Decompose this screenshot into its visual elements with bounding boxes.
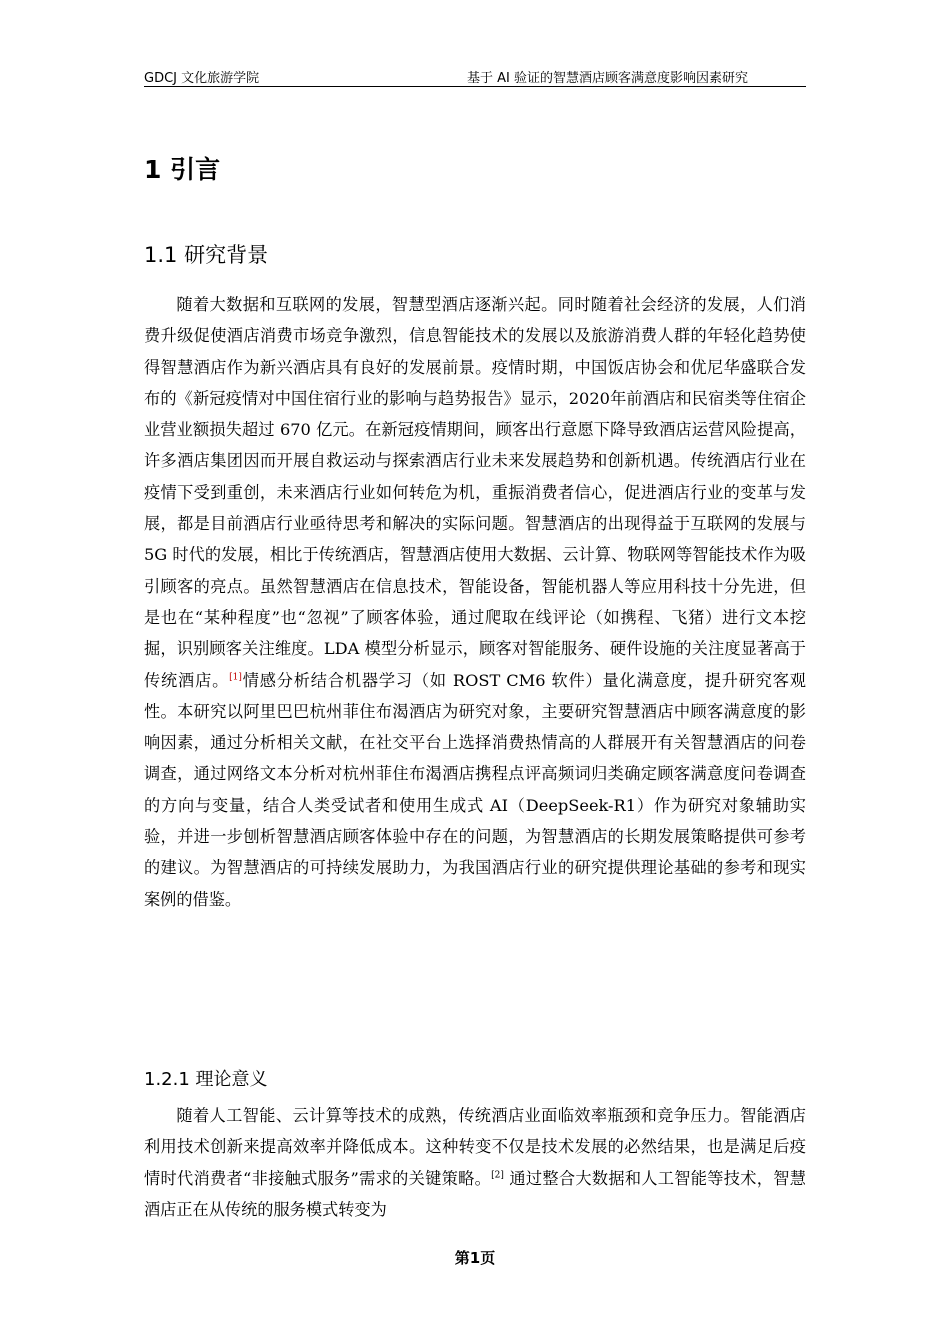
running-header	[144, 66, 806, 87]
paragraph-text: 情感分析结合机器学习（如 ROST CM6 软件）量化满意度，提升研究客观性。本研究以阿里巴巴杭州菲住布渴酒店为研究对象，主要研究智慧酒店中顾客满意度的影响因素，通过分析相关文献，在社交平台上选择消费热情高的人群展开有关智慧酒店的问卷调查，通过网络文本分析对杭州菲住布渴酒店携程点评高频词归类确定顾客满意度问卷调查的方向与变量，结合人类受试者和使用生成式 AI（DeepSeek-R1）作为研究对象辅助实验，并进一步刨析智慧酒店顾客体验中存在的问题，为智慧酒店的长期发展策略提供可参考的建议。为智慧酒店的可持续发展助力，为我国酒店行业的研究提供理论基础的参考和现实案例的借鉴。	[144, 670, 806, 909]
header-institution: GDCJ 文化旅游学院	[144, 71, 260, 86]
background-paragraph	[144, 289, 806, 915]
page-number: 第1页	[454, 1249, 496, 1267]
header-title: 基于 AI 验证的智慧酒店顾客满意度影响因素研究	[467, 71, 748, 86]
citation-1[interactable]: [1]	[229, 672, 242, 683]
chapter-heading: 1 引言	[144, 155, 221, 184]
paragraph-text: 随着人工智能、云计算等技术的成熟，传统酒店业面临效率瓶颈和竞争压力。智能酒店利用技术创新来提高效率并降低成本。这种转变不仅是技术发展的必然结果，也是满足后疫情时代消费者“非接触式服务”需求的关键策略。	[144, 1106, 806, 1188]
paragraph-text: 随着大数据和互联网的发展，智慧型酒店逐渐兴起。同时随着社会经济的发展，人们消费升级促使酒店消费市场竞争激烈，信息智能技术的发展以及旅游消费人群的年轻化趋势使得智慧酒店作为新兴酒店具有良好的发展前景。疫情时期，中国饭店协会和优尼华盛联合发布的《新冠疫情对中国住宿行业的影响与趋势报告》显示，2020年前酒店和民宿类等住宿企业营业额损失超过 670 亿元。在新冠疫情期间，顾客出行意愿下降导致酒店运营风险提高，许多酒店集团因而开展自救运动与探索酒店行业未来发展趋势和创新机遇。传统酒店行业在疫情下受到重创，未来酒店行业如何转危为机，重振消费者信心，促进酒店行业的变革与发展，都是目前酒店行业亟待思考和解决的实际问题。智慧酒店的出现得益于互联网的发展与 5G 时代的发展，相比于传统酒店，智慧酒店使用大数据、云计算、物联网等智能技术作为吸引顾客的亮点。虽然智慧酒店在信息技术，智能设备，智能机器人等应用科技十分先进，但是也在“某种程度”也“忽视”了顾客体验，通过爬取在线评论（如携程、飞猪）进行文本挖掘，识别顾客关注维度。LDA 模型分析显示，顾客对智能服务、硬件设施的关注度显著高于传统酒店。	[144, 295, 806, 690]
theory-paragraph	[144, 1100, 806, 1225]
section-heading: 1.1 研究背景	[144, 243, 269, 267]
citation-2[interactable]: [2]	[491, 1170, 504, 1181]
paragraph-text: 通过整合大数据和人工智能等技术，智慧酒店正在从传统的服务模式转变为	[144, 1168, 806, 1219]
subsection-heading: 1.2.1 理论意义	[144, 1069, 268, 1090]
